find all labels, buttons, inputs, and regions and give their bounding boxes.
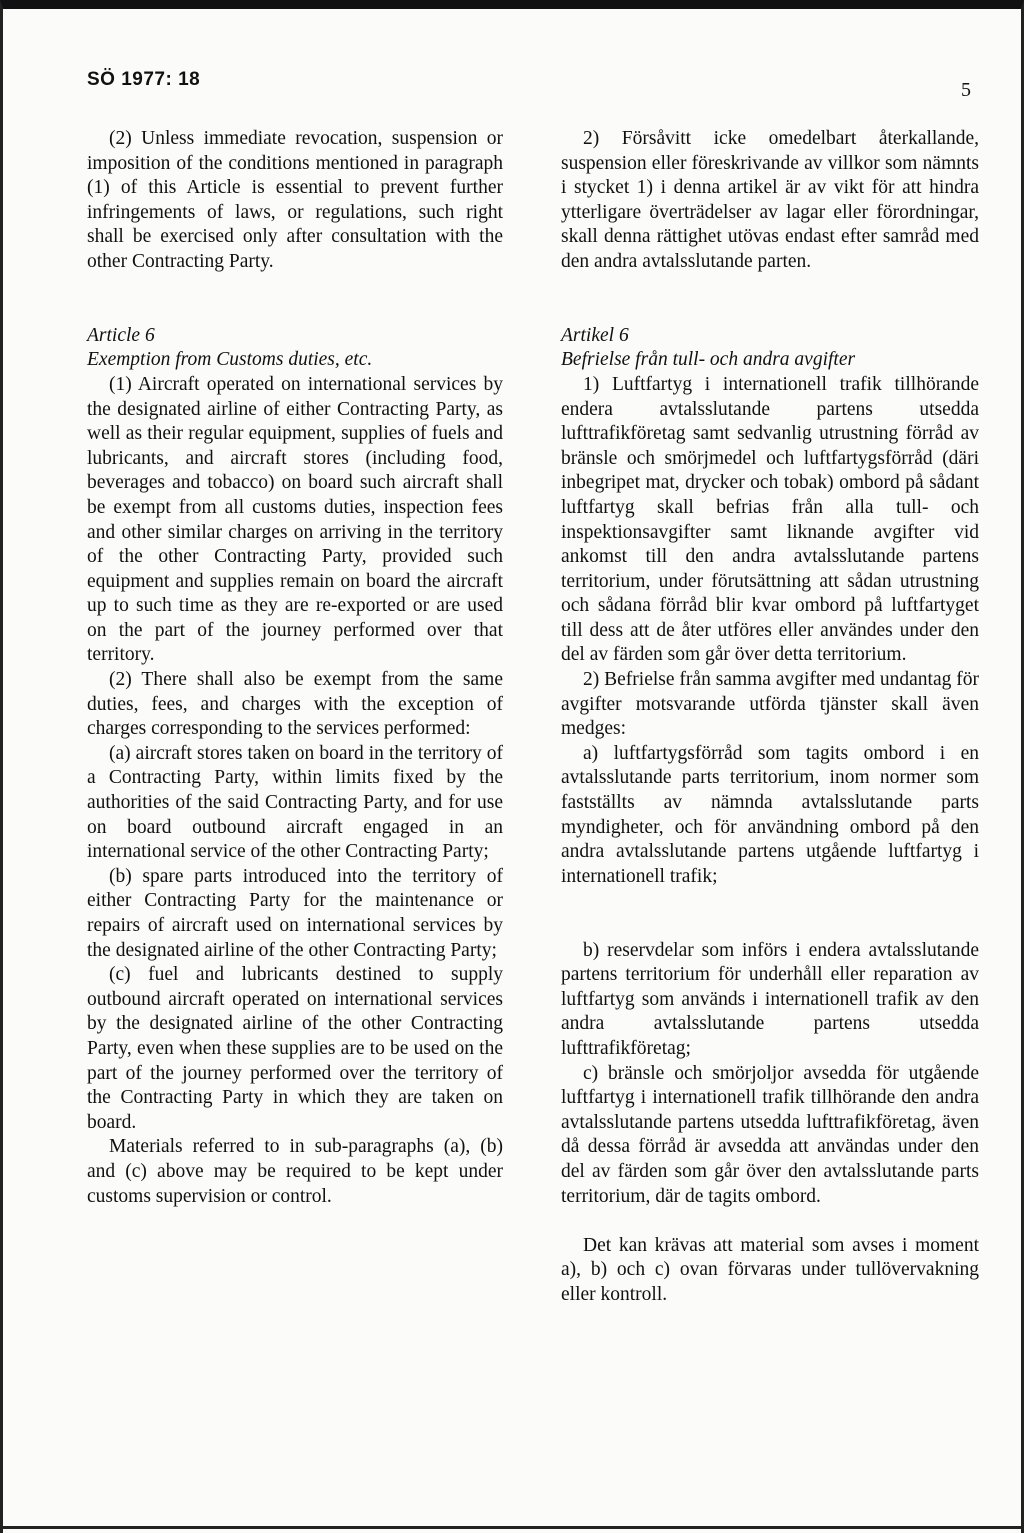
en-article-title: Exemption from Customs duties, etc.	[87, 349, 373, 371]
en-paragraph-intro: (2) Unless immediate revocation, suspension or imposition of the conditions mentioned in paragraph (1) of this Article is essential to prevent further infringements of laws, or regulations, such right shall be exercised only after consultation with the other Contracting Party.	[87, 128, 503, 272]
en-paragraph-c: (c) fuel and lubricants destined to supply outbound aircraft operated on international services by the designated airline of the other Contracting Party, even when these supplies are to be used on the part of the journey performed over the territory of the Contracting Party in which they are taken on board.	[87, 964, 503, 1133]
english-column	[87, 127, 503, 1209]
spacer	[87, 275, 503, 300]
sv-paragraph-b: b) reservdelar som införs i endera avtalsslutande partens territorium för underhåll eller reparation av luftfartyg som används i internationell trafik av den andra avtalsslutande partens utsedda lufttrafikföretag;	[561, 939, 979, 1059]
sv-paragraph-a: a) luftfartygsförråd som tagits ombord i en avtalsslutande parts territorium, inom normer som fastställts av nämnda avtalsslutande parts myndigheter, och för användning ombord på den andra avtalsslutande partens utgående luftfartyg i internationell trafik;	[561, 742, 979, 887]
spacer	[561, 299, 979, 324]
bottom-border	[3, 1526, 1021, 1529]
en-article-label: Article 6	[87, 324, 155, 346]
en-paragraph-materials: Materials referred to in sub-paragraphs (a), (b) and (c) above may be required to be kept under customs supervision or control.	[87, 1136, 503, 1207]
en-paragraph-b: (b) spare parts introduced into the territory of either Contracting Party for the maintenance or repairs of aircraft used on international services by the designated airline of the other Contracting Party;	[87, 865, 503, 961]
sv-paragraph-intro: 2) Försåvitt icke omedelbart återkallande, suspension eller föreskrivande av villkor som nämnts i stycket 1) i denna artikel är av vikt för att hindra ytterligare överträdelser av lagar eller förordningar, skall denna rättighet utövas endast efter samråd med den andra avtalsslutande parten.	[561, 128, 979, 272]
en-paragraph-2: (2) There shall also be exempt from the same duties, fees, and charges with the exception of charges corresponding to the services performed:	[87, 669, 503, 740]
sv-paragraph-materials: Det kan krävas att material som avses i moment a), b) och c) ovan förvaras under tullövervakning eller kontroll.	[561, 1234, 979, 1305]
spacer	[561, 914, 979, 939]
page-header-reference: SÖ 1977: 18	[87, 69, 201, 90]
sv-paragraph-2: 2) Befrielse från samma avgifter med undantag för avgifter motsvarande utförda tjänster skall även medges:	[561, 669, 979, 740]
swedish-column	[561, 127, 979, 1308]
spacer	[561, 889, 979, 914]
spacer	[561, 1209, 979, 1234]
sv-article-title: Befrielse från tull- och andra avgifter	[561, 349, 856, 371]
en-paragraph-1: (1) Aircraft operated on international services by the designated airline of either Contracting Party, as well as their regular equipment, supplies of fuels and lubricants, and aircraft stores (including food, beverages and tobacco) on board such aircraft shall be exempt from all customs duties, inspection fees and other similar charges on arriving in the territory of the other Contracting Party, provided such equipment and supplies remain on board the aircraft up to such time as they are re-exported or are used on the part of the journey performed over that territory.	[87, 373, 503, 666]
page-number: 5	[961, 79, 971, 101]
spacer	[561, 275, 979, 300]
sv-paragraph-c: c) bränsle och smörjoljor avsedda för utgående luftfartyg i internationell trafik tillhörande den andra avtalsslutande partens utsedda lufttrafikföretag, även då dessa förråd är avsedda att användas under den del av färden som går över den avtalsslutande parts territorium, där de tagits ombord.	[561, 1062, 979, 1207]
sv-article-label: Artikel 6	[561, 324, 629, 346]
spacer	[87, 299, 503, 324]
en-paragraph-a: (a) aircraft stores taken on board in the territory of a Contracting Party, within limits fixed by the authorities of the said Contracting Party, and for use on board outbound aircraft engaged in an international service of the other Contracting Party;	[87, 742, 503, 863]
sv-paragraph-1: 1) Luftfartyg i internationell trafik tillhörande endera avtalsslutande partens utsedda lufttrafikföretag samt sedvanlig utrustning förråd av bränsle och smörjmedel och luftfartygsförråd (däri inbegripet mat, drycker och tobak) ombord på sådant luftfartyg skall befrias från alla tull- och inspektionsavgifter samt liknande avgifter vid ankomst till den andra avtalsslutande partens territorium, under förutsättning att sådan utrustning och sådana förråd blir kvar ombord på luftfartyget till dess att de åter utföres eller användes under den del av färden som går över detta territorium.	[561, 373, 979, 666]
